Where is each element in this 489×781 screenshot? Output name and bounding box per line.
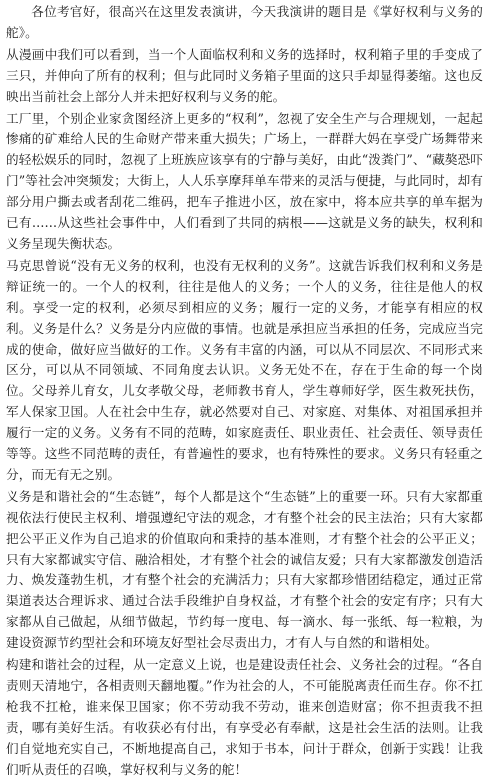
body-paragraph-comic: 从漫画中我们可以看到，当一个人面临权利和义务的选择时，权利箱子里的手变成了三只，并伸向了所有的权利；但与此同时义务箱子里面的这只手却显得萎缩。这也反映出当前社会上部分人并未把好权利与义务的舵。	[6, 46, 483, 104]
body-paragraph-conclusion: 构建和谐社会的过程，从一定意义上说，也是建设责任社会、义务社会的过程。“各自责则天清地宁，各相责则天翻地覆。”作为社会的人，不可能脱离责任而生存。你不扛枪我不扛枪，谁来保卫国家；你不劳动我不劳动，谁来创造财富；你不担责我不担责，哪有美好生活。有收获必有付出，有享受必有奉献，这是社会生活的法则。让我们自觉地充实自己，不断地提高自己，求知于书本，问计于群众，创新于实践！让我们听从责任的召唤，掌好权利与义务的舵！	[6, 657, 483, 777]
body-paragraph-marx: 马克思曾说“没有无义务的权利，也没有无权利的义务”。这就告诉我们权利和义务是辩证统一的。一个人的权利，往往是他人的义务；一个人的义务，往往是他人的权利。享受一定的权利，必须尽到相应的义务；履行一定的义务，才能享有相应的权利。义务是什么？义务是分内应做的事情。也就是承担应当承担的任务，完成应当完成的使命，做好应当做好的工作。义务有丰富的内涵，可以从不同层次、不同形式来区分，可以从不同领域、不同角度去认识。义务无处不在，存在于生命的每一个岗位。父母养儿育女，儿女孝敬父母，老师教书育人，学生尊师好学，医生救死扶伤，军人保家卫国。人在社会中生存，就必然要对自己、对家庭、对集体、对祖国承担并履行一定的义务。义务有不同的范畴，如家庭责任、职业责任、社会责任、领导责任等等。这些不同范畴的责任，有普遍性的要求，也有特殊性的要求。义务只有轻重之分，而无有无之别。	[6, 257, 483, 482]
greeting-paragraph: 各位考官好，很高兴在这里发表演讲，今天我演讲的题目是《掌好权利与义务的舵》。	[6, 4, 483, 40]
body-paragraph-ecochain: 义务是和谐社会的“生态链”，每个人都是这个“生态链”上的重要一环。只有大家都重视依法行使民主权利、增强遵纪守法的观念，才有整个社会的民主法治；只有大家都把公平正义作为自己追求的价值取向和秉持的基本准则，才有整个社会的公平正义；只有大家都诚实守信、融洽相处，才有整个社会的诚信友爱；只有大家都激发创造活力、焕发蓬勃生机，才有整个社会的充满活力；只有大家都珍惜团结稳定，通过正常渠道表达合理诉求、通过合法手段维护自身权益，才有整个社会的安定有序；只有大家都从自己做起，从细节做起，节约每一度电、每一滴水、每一张纸、每一粒粮，为建设资源节约型社会和环境友好型社会尽责出力，才有人与自然的和谐相处。	[6, 488, 483, 651]
body-paragraph-examples: 工厂里，个别企业家贪图经济上更多的“权利”，忽视了安全生产与合理规划，一起起惨痛的矿难给人民的生命财产带来重大损失；广场上，一群群大妈在享受广场舞带来的轻松娱乐的同时，忽视了上班族应该享有的宁静与美好，由此“泼粪门”、“藏獒恐吓门”等社会冲突频发；大街上，人人乐享摩拜单车带来的灵活与便捷，与此同时，却有部分用户撕去或者刮花二维码，把车子推进小区，放在家中，将本应共享的单车据为已有……从这些社会事件中，人们看到了共同的病根——这就是义务的缺失，权利和义务呈现失衡状态。	[6, 110, 483, 251]
